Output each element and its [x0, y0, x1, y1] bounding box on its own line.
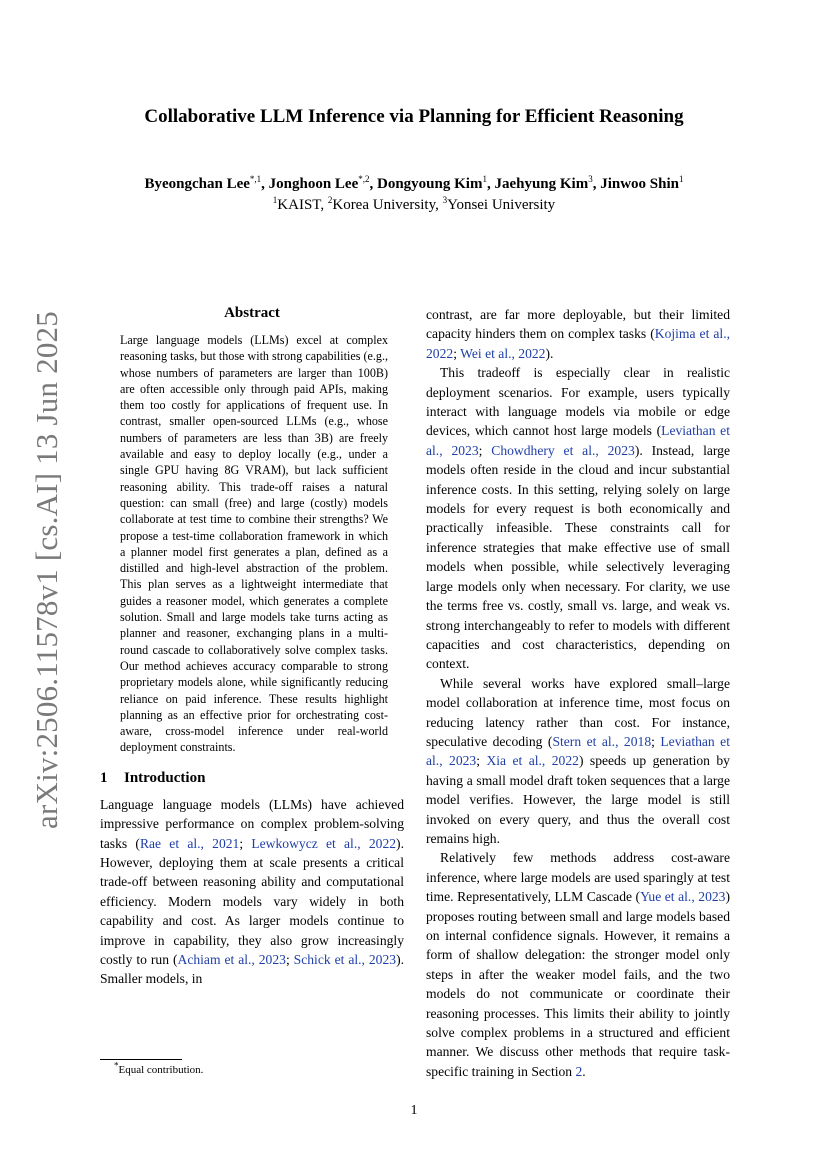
intro-paragraph-4: While several works have explored small–large model collaboration at inference time, most focus on reducing latency rather than cost. For instance, speculative decoding (Stern et al., 2018; Leviathan et al., 2023; Xia et al., 2022) speeds up generation by having a small model draft token sequences that a large model verifies. However, the large model is still invoked on every query, and thus the overall cost remains high. [426, 675, 730, 846]
author-name: Jinwoo Shin [600, 176, 680, 192]
left-column [100, 305, 404, 989]
footnote-text: Equal contribution. [118, 1064, 204, 1076]
affiliation-mark: 3 [442, 195, 448, 205]
citation-link[interactable]: Xia et al., 2022 [486, 753, 579, 769]
section-number: 1 [100, 769, 108, 786]
citation-link[interactable]: Chowdhery et al., 2023 [491, 442, 635, 458]
citation-link[interactable]: 2 [575, 1063, 583, 1079]
citation-link[interactable]: Lewkowycz et al., 2022 [251, 835, 397, 851]
citation-link[interactable]: Kojima et al., 2022 [426, 326, 730, 361]
author-affiliation-mark: *,2 [358, 174, 370, 184]
author-name: Dongyoung Kim [377, 176, 483, 192]
author-affiliation-mark: 1 [679, 174, 684, 184]
citation-link[interactable]: Stern et al., 2018 [552, 733, 652, 749]
abstract-heading: Abstract [224, 305, 280, 321]
affiliation-mark: 1 [272, 195, 278, 205]
arxiv-stamp-text: arXiv:2506.11578v1 [cs.AI] 13 Jun 2025 [29, 311, 65, 829]
intro-paragraph-5: Relatively few methods address cost-aware inference, where large models are used sparingly at test time. Representatively, LLM Cascade (Yue et al., 2023) proposes routing between small and large models based on internal confidence signals. However, it remains a form of shallow delegation: the stronger model only steps in after the weaker model fails, and the two models do not communicate or coordinate their reasoning processes. This limits their ability to jointly solve complex problems in a structured and efficient manner. We discuss other methods that require task-specific training in Section 2. [426, 850, 730, 1079]
right-column [426, 305, 730, 1081]
author-name: Jonghoon Lee [268, 176, 359, 192]
affiliation-name: KAIST [277, 197, 321, 213]
intro-paragraph-3: This tradeoff is especially clear in realistic deployment scenarios. For example, users typically interact with language models via mobile or edge devices, which cannot host large models (Leviathan et al., 2023; Chowdhery et al., 2023). Instead, large models often reside in the cloud and incur substantial inference costs. In this setting, relying solely on large models for every request is both economically and practically infeasible. These constraints call for inference strategies that make effective use of small models when possible, while selectively leveraging large models only when necessary. For clarity, we use the terms free vs. costly, small vs. large, and weak vs. strong interchangeably to refer to models with different capacities and cost characteristics, depending on context. [426, 365, 730, 672]
arxiv-stamp [27, 300, 67, 840]
author-name: Jaehyung Kim [494, 176, 589, 192]
paper-title: Collaborative LLM Inference via Planning for Efficient Reasoning [144, 106, 684, 127]
citation-link[interactable]: Achiam et al., 2023 [177, 951, 286, 967]
author-affiliation-mark: 3 [588, 174, 593, 184]
affiliation-list: $^1$KAIST, $^2$Korea University, $^3$Yonsei University [272, 195, 556, 213]
author-name: Byeongchan Lee [144, 176, 250, 192]
citation-link[interactable]: Rae et al., 2021 [139, 835, 240, 851]
intro-paragraph-1: Language language models (LLMs) have achieved impressive performance on complex problem-solving tasks (Rae et al., 2021; Lewkowycz et al., 2022). However, deploying them at scale presents a critical trade-off between reasoning ability and computational efficiency. Modern models vary widely in both capability and cost. As larger models continue to improve in capability, they also grow increasingly costly to run (Achiam et al., 2023; Schick et al., 2023). Smaller models, in [100, 796, 404, 987]
affiliation-name: Korea University [332, 197, 436, 213]
author-list: Byeongchan Lee$^{*,1}$, Jonghoon Lee$^{*,2}$, Dongyoung Kim$^1$, Jaehyung Kim$^3$, Jinwoo Shin$^1$ [144, 174, 684, 192]
citation-link[interactable]: Wei et al., 2022 [460, 345, 546, 361]
section-heading-introduction [100, 770, 404, 787]
footnote-rule [100, 1059, 182, 1060]
section-title: Introduction [124, 769, 206, 786]
footnote [114, 1060, 204, 1076]
author-affiliation-mark: 1 [482, 174, 487, 184]
citation-link[interactable]: Schick et al., 2023 [293, 951, 397, 967]
intro-paragraph-2: contrast, are far more deployable, but their limited capacity hinders them on complex tasks (Kojima et al., 2022; Wei et al., 2022). [426, 307, 730, 361]
affiliation-mark: 2 [327, 195, 333, 205]
footnote-mark: * [114, 1060, 119, 1071]
affiliation-name: Yonsei University [447, 197, 556, 213]
citation-link[interactable]: Leviathan et al., 2023 [426, 423, 730, 458]
author-affiliation-mark: *,1 [249, 174, 262, 184]
page-number: 1 [410, 1103, 418, 1118]
citation-link[interactable]: Yue et al., 2023 [640, 889, 726, 905]
citation-link[interactable]: Leviathan et al., 2023 [426, 733, 730, 769]
abstract-text: Large language models (LLMs) excel at complex reasoning tasks, but those with strong capabilities (e.g., whose numbers of parameters are larger than 100B) are often accessible only through paid APIs, making them too costly for applications of frequent use. In contrast, smaller open-sourced LLMs (e.g., whose numbers of parameters are less than 3B) are freely available and easy to deploy locally (e.g., under a single GPU having 8G VRAM), but lack sufficient reasoning ability. This trade-off raises a natural question: can small (free) and large (costly) models collaborate at test time to combine their strengths? We propose a test-time collaboration framework in which a planner model first generates a plan, defined as a distilled and high-level abstraction of the problem. This plan serves as a lightweight intermediate that guides a reasoner model, which generates a complete solution. Small and large models take turns acting as planner and reasoner, exchanging plans in a multi-round cascade to collaboratively solve complex tasks. Our method achieves accuracy comparable to strong proprietary models alone, while significantly reducing reliance on paid inference. These results highlight planning as an effective prior for orchestrating cost-aware, cross-model inference under real-world deployment constraints. [120, 333, 388, 755]
